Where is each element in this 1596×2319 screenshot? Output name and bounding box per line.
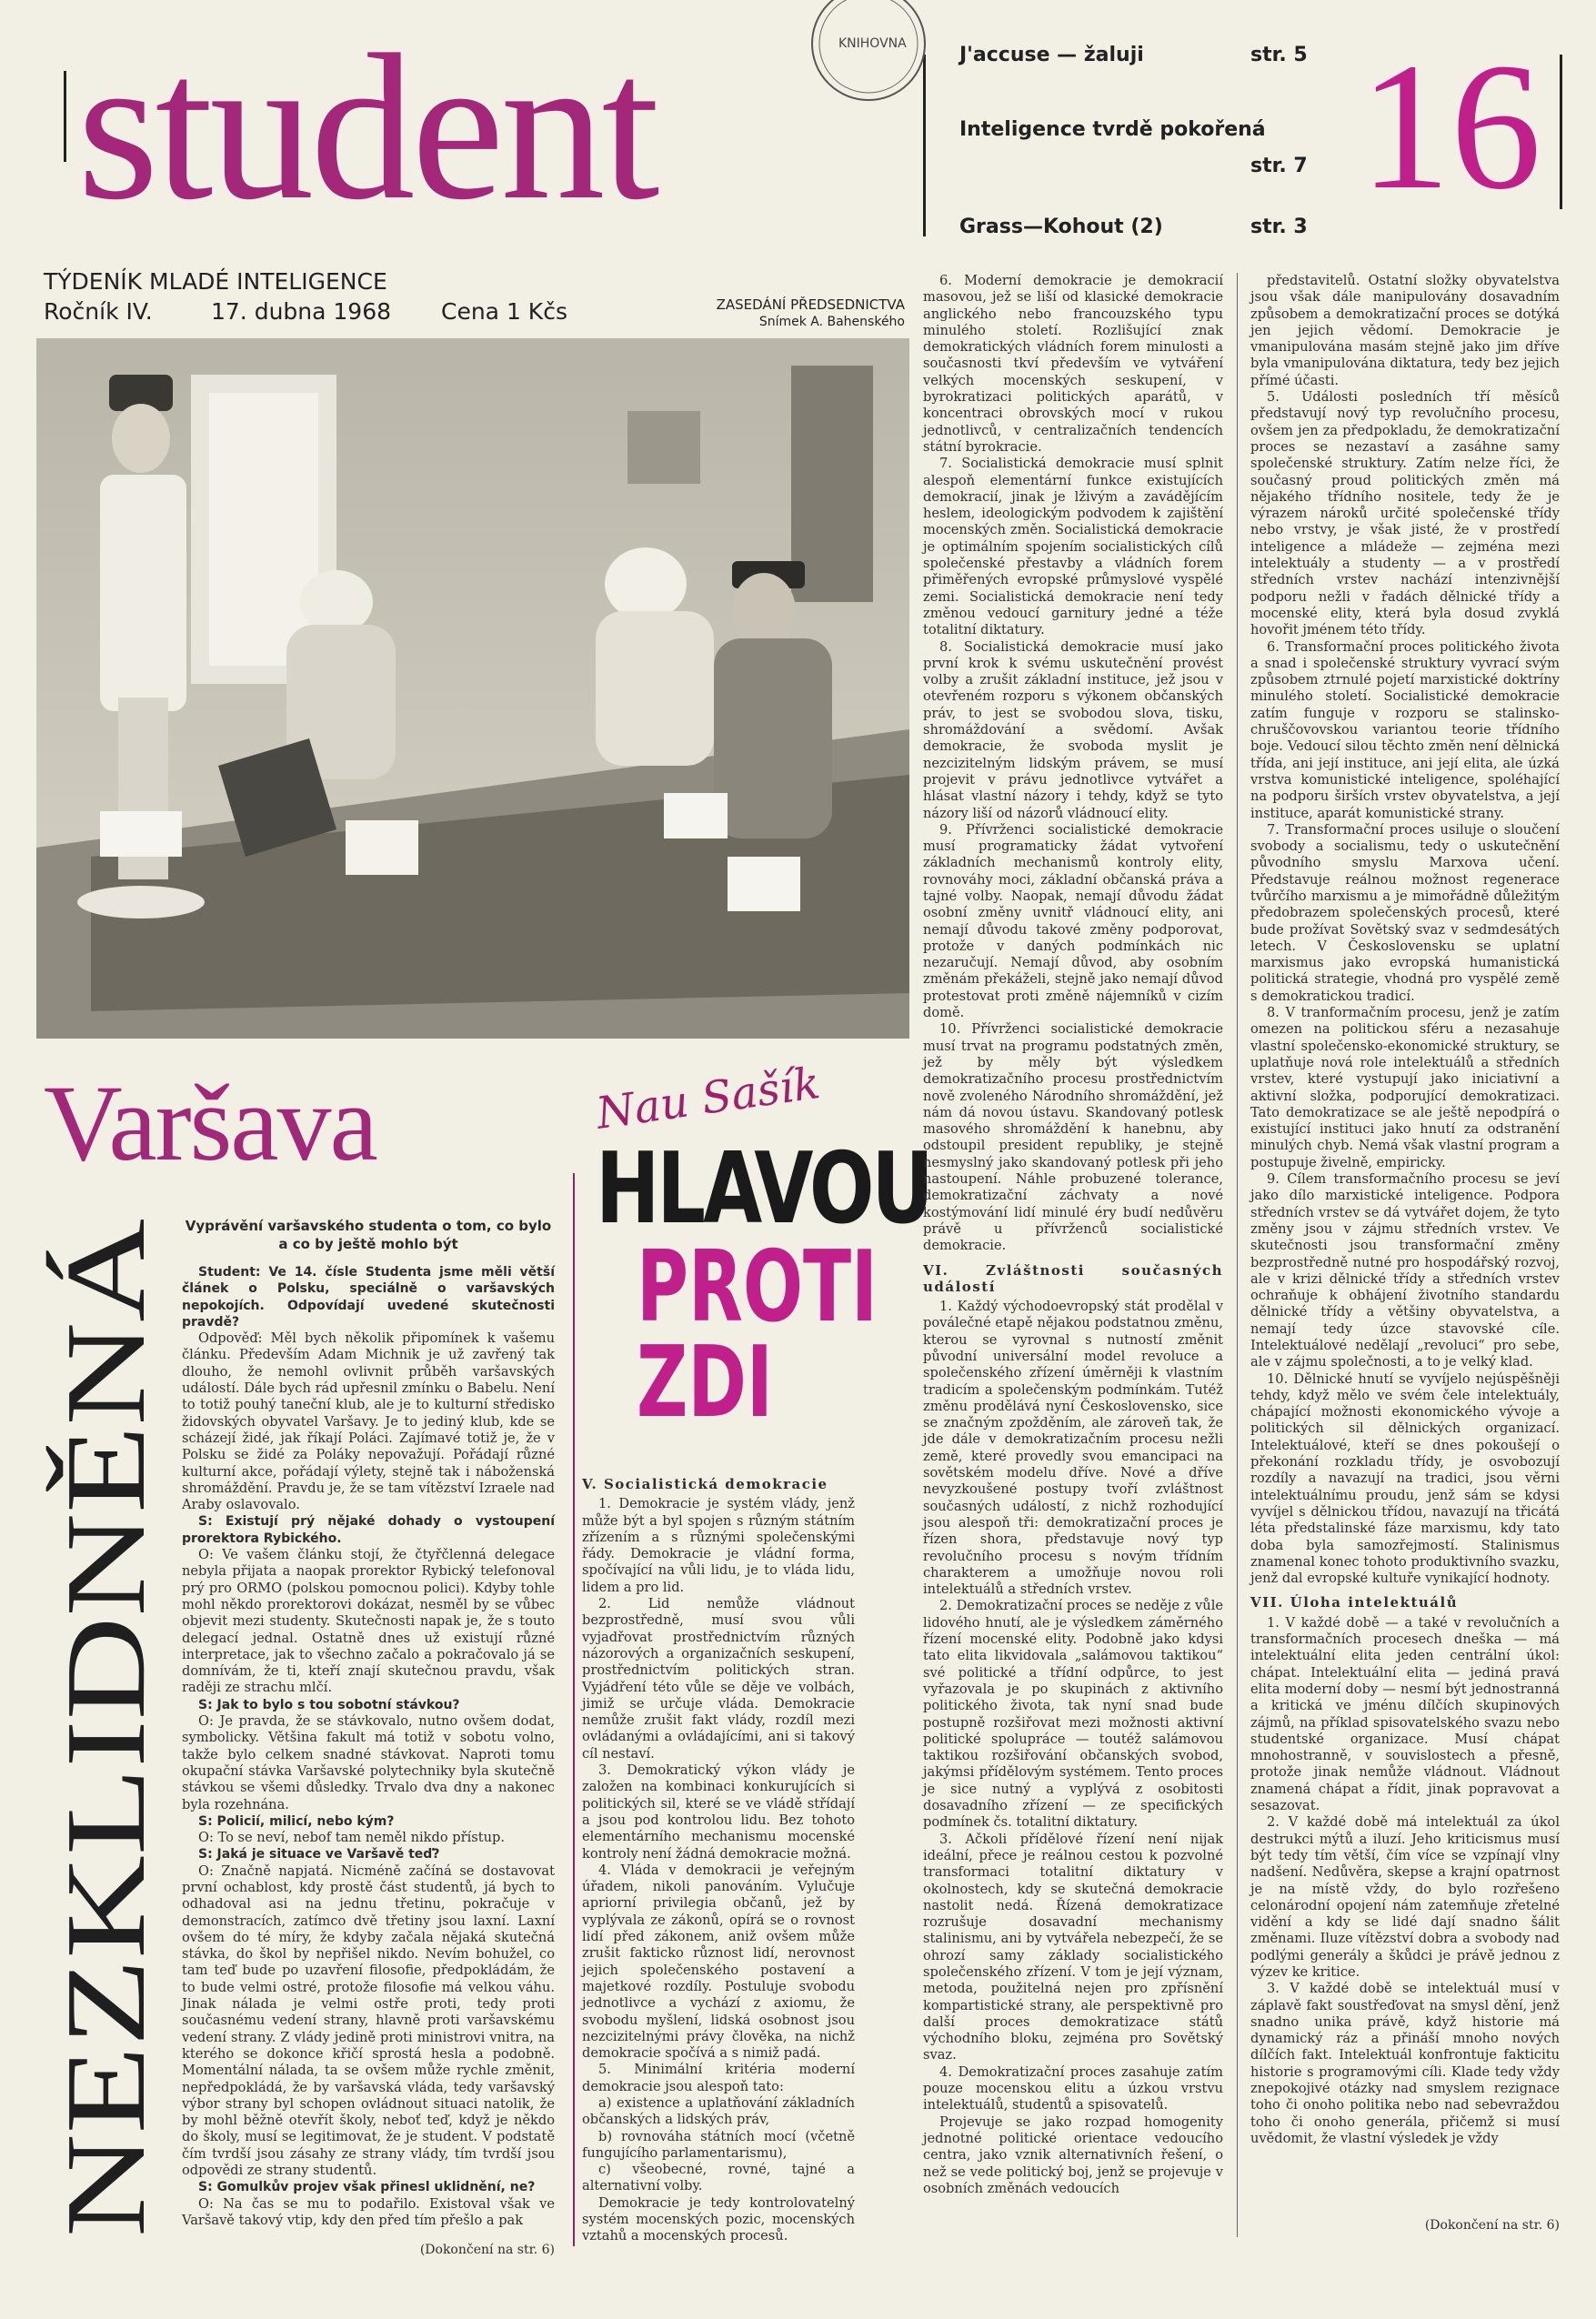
paragraph: představitelů. Ostatní složky obyvatelstva jsou však dále manipulovány dosavadním způsobem a demokratizační proces se dotýká jen jejich vědomí. Demokracie je vmanipulována masám stejně jako jim dříve byla vmanipulována diktatura, tedy bez jejich přímé účasti. <box>1250 273 1560 388</box>
handwritten-signature: Nau Sašík <box>593 1058 824 1139</box>
hlavou-headline-line1: HLAVOU <box>596 1132 931 1246</box>
contents-page: str. 7 <box>1250 155 1308 177</box>
democracy-column-left <box>582 1469 855 2244</box>
warsaw-intro: Vyprávění varšavského studenta o tom, co bylo a co by ještě mohlo být <box>185 1218 552 1252</box>
contents-item[interactable] <box>959 216 1350 243</box>
paragraph: 1. Každý východoevropský stát prodělal v poválečné etapě nějakou podstatnou změnu, kterou se vyrovnal s nutností změnit původní universální model revoluce a společenského zřízení úměrněji k vlastním tradicím a společenským podmínkám. Tutéž změnu prodělává nyní Československo, sice se značným zpožděním, ale zároveň tak, že jde dále v demokratizačním procesu nežli země, které provedly svou emancipaci na sovětském modelu dříve. Nové a dříve nevyzkoušené postupy tvoří zvláštnost současných událostí, z nichž rozhodující jsou alespoň tři: demokratizační proces je řízen shora, představuje nový typ revolučního procesu s novým třídním charakterem a umožňuje novou roli intelektuálů a středních vrstev. <box>923 1299 1223 1598</box>
contents-item[interactable] <box>959 155 1350 182</box>
paragraph: 4. Vláda v demokracii je veřejným úřadem, nikoli panováním. Vylučuje apriorní privilegia občanů, jež by vyplývala ze zákonů, opírá se o rovnost lidí před zákonem, aniž ovšem může zrušit fakticko různost lidí, nerovnost jejich společenského postavení a majetkové rozdíly. Postuluje svobodu jednotlivce a vychází z axiomu, že svobodu myšlení, lidská osobnost jsou nezcizitelnými právy člověka, na nichž demokracie spočívá a s nimiž padá. <box>582 1862 855 2062</box>
photo-caption-title: ZASEDÁNÍ PŘEDSEDNICTVA <box>716 296 905 313</box>
interview-question: S: Jak to bylo s tou sobotní stávkou? <box>198 1697 460 1712</box>
paragraph: 8. V tranformačním procesu, jenž je zatím omezen na politickou sféru a nezasahuje vlastní společensko-ekonomické struktury, se uplatňuje nová role intelektuálů a středních vrstev, které vystupují jako iniciativní a aktivní složka, podporující demokratizaci. Tato demokratizace se ale ještě nepodpírá o existující instituci jako hnutí za odstranění minulých chyb. Nemá však vlastní program a postupuje živelně, empiricky. <box>1250 1005 1560 1170</box>
paragraph: 6. Moderní demokracie je demokracií masovou, jež se liší od klasické demokracie anglického nebo francouzského typu minulého století. Rozlišující znak demokratických vládních forem minulosti a současnosti tkví především ve vytváření velkých mocenských seskupení, v byrokratizaci politických aparátů, v koncentraci obrovských mocí v rukou jednotlivců, v centralizačních tendencích státní byrokracie. <box>923 273 1223 455</box>
warsaw-article-body <box>182 1264 555 2246</box>
paragraph: 5. Minimální kritéria moderní demokracie jsou alespoň tato: <box>582 2062 855 2094</box>
paragraph: 2. Lid nemůže vládnout bezprostředně, musí svou vůli vyjadřovat prostřednictvím různých názorových a organizačních seskupení, prostřednictvím politických stran. Vyjádření této vůle se děje ve volbách, jimiž se určuje vláda. Demokracie nemůže zrušit fakt vlády, rozdíl mezi ovládanými a ovládajícími, ani si takový cíl nestaví. <box>582 1596 855 1762</box>
masthead-volume: Ročník IV. <box>44 298 153 325</box>
hlavou-headline-line2: PROTI <box>637 1230 878 1344</box>
warsaw-headline: Varšava <box>44 1062 376 1183</box>
issue-right-rule <box>1560 55 1562 209</box>
paragraph: c) všeobecné, rovné, tajné a alternativní volby. <box>582 2162 855 2194</box>
paragraph: 5. Události posledních tří měsíců představují nový typ revolučního procesu, ovšem jen za předpokladu, že demokratizační proces se nezastaví a zasáhne samy společenské struktury. Zatím nelze říci, že současný proud politických změn má nějakého třídního nositele, tedy že je výrazem nároků určité společenské třídy nebo vrstvy, je však jisté, že v prostředí inteligence a mládeže — zejména mezi intelektuály a studenty — a v prostředí středních vrstev nachází intenzivnější podporu nežli v řadách dělnické třídy a mocenské elity, která byla dosud zvyklá hovořit jménem této třídy. <box>1250 389 1560 638</box>
democracy-continued: (Dokončení na str. 6) <box>1424 2218 1560 2233</box>
paragraph: 3. V každé době se intelektuál musí v záplavě fakt soustřeďovat na smysl dění, jenž snadno unika právě, když historie má dynamický ráz a přináší mnoho nových dílčích fakt. Intelektuál konfrontuje fakticitu historie s programovými cíli. Klade tedy vždy znepokojivé otázky nad smyslem rezignace toho či onoho politika nebo nad sebevraždou toho či onoho generála, přičemž si musí uvědomit, že vlastní výsledek je vždy <box>1250 1981 1560 2146</box>
paragraph: O: Je pravda, že se stávkovalo, nutno ovšem dodat, symbolicky. Většina fakult má totiž v sobotu volno, takže bylo celkem snadné stávkovat. Naproti tomu okupační stávka Varšavské polytechniky byla skutečně stávkou se všemi důsledky. Trvalo dva dny a nakonec byla rozehnána. <box>182 1713 555 1812</box>
section-heading: V. Socialistická demokracie <box>582 1476 828 1492</box>
section-heading: VI. Zvláštnosti současných událostí <box>923 1261 1223 1295</box>
issue-number: 16 <box>1360 26 1541 227</box>
paragraph: O: Značně napjatá. Nicméně začíná se dostavovat první ochablost, kdy prostě část studentů, já bych to odhadoval asi na jednu třetinu, pokračuje v demonstracích, zatímco dvě třetiny jsou laxní. Laxní ovšem do té míry, že kdyby začala nějaká skutečná stávka, do škol by nepřišel nikdo. Nevím bohužel, co tam teď bude po uzavření filosofie, předpokládám, že to bude velmi ostré, protože filosofie má velkou váhu. Jinak nálada je velmi ostře proti, tedy proti současnému vedení strany, hlavně proti varšavskému vedení strany. Z vlády jedině proti ministrovi vnitra, na kterého se dokonce křičí sprostá hesla a podobně. Momentální nálada, ta se ovšem může rychle změnit, nepředpokládá, že by varšavská vláda, tedy varšavský výbor strany byl schopen ovládnout situaci natolik, že by mohl běžně otevřít školy, neboť teď, když je někdo do školy, musí se legitimovat, že je student. V podstatě čím tvrdší jsou zásahy ze strany vlády, tím tvrdší jsou odpovědi ze strany studentů. <box>182 1862 555 2179</box>
paragraph: 9. Cílem transformačního procesu se jeví jako dílo marxistické inteligence. Podpora středních vrstev se dá vytvářet dojem, že tyto změny jsou v zájmu středních vrstev. Ve skutečnosti jsou transformační změny bezprostředně nutné pro hospodářský rozvoj, ale v krizi dělnické třídy a středních vrstev ochraňuje k obhájení životního standardu dělnické třídy a většiny obyvatelstva, a nemají tedy úzce stavovské cíle. Intelektuálové nedělají „revoluci“ pro sebe, ale v zájmu společnosti, a to je velký klad. <box>1250 1171 1560 1370</box>
front-page-photo <box>36 338 909 1039</box>
paragraph: Demokracie je tedy kontrolovatelný systém mocenských pozic, mocenských vztahů a mocenských procesů. <box>582 2194 855 2244</box>
paragraph: b) rovnováha státních mocí (včetně fungujícího parlamentarismu), <box>582 2128 855 2161</box>
paragraph: Odpověď: Měl bych několik připomínek k vašemu článku. Především Adam Michnik je už zavřený tak dlouho, že nemohl ovlivnit průběh varšavských událostí. Dále bych rád upřesnil zmínku o Babelu. Není to totiž pouhý taneční klub, ale je to kulturní středisko židovských obyvatel Varšavy. Je to jediný klub, kde se scházejí židé, jak říkají Poláci. Zajímavé totiž je, že v Polsku se židé za Poláky nepovažují. Pořádají různé kulturní akce, pořádají výlety, stejně tak i náboženská shromáždění. Pravdu je, že se tam vítězství Izraele nad Araby oslavovalo. <box>182 1330 555 1513</box>
warsaw-continued: (Dokončení na str. 6) <box>419 2243 555 2257</box>
paragraph: 6. Transformační proces politického života a snad i společenské struktury vyvrací svým způsobem ztrnulé pojetí marxistické doktríny minulého století. Socialistické demokracie zatím funguje v rozporu se stalinsko-chruščovovskou variantou teorie třídního boje. Vedoucí silou těchto změn není dělnická třída, ani její instituce, ani její elita, ale úzká vrstva komunistické inteligence, spoléhající na podporu širších vrstev obyvatelstva, a její instituce, aparát komunistické strany. <box>1250 638 1560 821</box>
interview-question: S: Policií, milicí, nebo kým? <box>198 1813 395 1829</box>
contents-title: Grass—Kohout (2) <box>959 216 1163 238</box>
masthead-subtitle: TÝDENÍK MLADÉ INTELIGENCE <box>44 268 387 295</box>
democracy-column-middle <box>923 273 1223 2246</box>
paragraph: 1. V každé době — a také v revolučních a transformačních procesech dneška — má intelektuální elita jeden centrální úkol: chápat. Intelektuální elita — jediná pravá elita moderní doby — nesmí být jednostranná a kritická ve jménu dílčích skupinových zájmů, na příklad spisovatelského svazu nebo studentské organizace. Musí chápat mnohostranně, v souvislostech a přesně, protože jinak nemůže vládnout. Vládnout znamená chápat a řídit, jinak popravovat a sesazovat. <box>1250 1614 1560 1814</box>
library-stamp <box>800 0 937 136</box>
paragraph: O: To se neví, nebof tam neměl nikdo přístup. <box>198 1830 505 1846</box>
interview-question: Student: Ve 14. čísle Studenta jsme měli větší článek o Polsku, speciálně o varšavských nepokojích. Odpovídají uvedené skutečnosti pravdě? <box>182 1265 555 1330</box>
divider-left <box>573 1173 575 2246</box>
vertical-headline-text: NEZKLIDNĚNÁ <box>44 1429 169 2237</box>
paragraph: a) existence a uplatňování základních občanských a lidských práv, <box>582 2094 855 2128</box>
paragraph: 3. Ačkoli přídělové řízení není nijak ideální, přece je reálnou cestou k pozvolné transformaci totalitní diktatury v okolnostech, kdy se skutečná demokracie nastolit nedá. Řízená demokratizace rozrušuje dosavadní mechanismy stalinismu, ani by vytvářela nebezpečí, že se ohrozí samy základy socialistického společenského zřízení. V tom je její význam, metoda, použitelná nejen pro zpřísnění kompartistické strany, ale perspektivně pro další proces demokratizace států východního bloku, zejména pro Sovětský svaz. <box>923 1831 1223 2063</box>
masthead-price: Cena 1 Kčs <box>441 298 567 325</box>
paragraph: O: Ve vašem článku stojí, že čtyřčlenná delegace nebyla přijata a naopak prorektor Rybický telefonoval prý pro ORMO (polskou pomocnou polici). Kdyby tohle mohl někdo prorektorovi dokázat, nesměl by se vůbec objevit mezi studenty. Skutečnosti napak je, že s touto delegací jednal. Ostatně dnes už existují různé interpretace, jak to všechno začalo a pokračovalo já se domnívám, že ti, kteří znají skutečnou pravdu, však raději ze strachu mlčí. <box>182 1547 555 1696</box>
column-divider <box>1237 273 1238 2237</box>
contents-page: str. 3 <box>1250 216 1308 238</box>
masthead-date: 17. dubna 1968 <box>211 298 392 325</box>
paragraph: 8. Socialistická demokracie musí jako první krok k svému uskutečnění provést volby a zrušit základní instituce, jež jsou v otevřeném rozporu s výkonem občanských práv, to jest se svobodou slova, tisku, shromáždování a svědomí. Avšak demokracie, že svoboda myslit je nezcizitelným lidským právem, se musí projevit v právu jednotlivce vytvářet a hlásat vlastní názory i tehdy, když se tyto názory liší od názorů vládnoucí elity. <box>923 638 1223 821</box>
paragraph: Projevuje se jako rozpad homogenity jednotné politické orientace vedoucího centra, jako vznik alternativních řešení, o než se vede politický boj, jenž se projevuje v osobních změnách vedoucích <box>923 2113 1223 2196</box>
masthead-left-rule <box>64 71 66 162</box>
contents-title: J'accuse — žaluji <box>959 44 1144 66</box>
paragraph: 7. Transformační proces usiluje o sloučení svobody a socialismu, tedy o uskutečnění původního smyslu Marxova učení. Představuje reálnou možnost regenerace tvůrčího marxismu a je mimořádně důležitým předobrazem společenských procesů, které bude prožívat Sovětský svaz v sedmdesátých letech. V Československu se uplatní marxismus jako evropská humanistická politická strategie, vhodná pro vyspělé země s demokratickou tradicí. <box>1250 821 1560 1004</box>
stamp-text: KNIHOVNA <box>838 36 907 51</box>
paragraph: 4. Demokratizační proces zasahuje zatím pouze mocenskou elitu a úzkou vrstvu intelektuálů, studentů a spisovatelů. <box>923 2063 1223 2113</box>
masthead-title: student <box>77 11 657 243</box>
paragraph: O: Na čas se mu to podařilo. Existoval však ve Varšavě takový vtip, kdy den před tím přešlo a pak <box>182 2195 555 2228</box>
paragraph: 3. Demokratický výkon vlády je založen na kombinaci konkurujících si politických sil, které se ve vládě střídají a jsou pod kontrolou lidu. Bez tohoto elementárního mechanismu mocenské kontroly není žádná demokracie možná. <box>582 1762 855 1862</box>
interview-question: S: Jaká je situace ve Varšavě teď? <box>198 1847 440 1862</box>
paragraph: 7. Socialistická demokracie musí splnit alespoň elementární funkce existujících demokracií, jinak je lživým a zavádějícím heslem, ideologickým podvodem k zajištění mocenských změn. Socialistická demokracie je optimálním spojením socialistických cílů společenské přestavby a vládních forem přiměřených evropské průmyslové vyspělé zemi. Socialistická demokracie není tedy změnou vedoucí garnitury jedné a téže totalitní diktatury. <box>923 456 1223 638</box>
paragraph: 9. Přívrženci socialistické demokracie musí programaticky žádat vytvoření základních mechanismů kontroly elity, rovnováhy moci, základní občanská práva a tajné volby. Naopak, nemají důvodu žádat osobní změny uvnitř vládnoucí elity, ani nemají důvodu takové změny podporovat, protože v daných podmínkách nic nezaručují. Nemají důvod, aby osobním změnám překáželi, stejně jako nemají důvod protestovat proti změně nájemníků v cizím domě. <box>923 821 1223 1021</box>
section-heading: VII. Úloha intelektuálů <box>1250 1594 1459 1611</box>
contents-title: Inteligence tvrdě pokořená <box>959 118 1266 141</box>
photo-caption-credit: Snímek A. Bahenského <box>758 315 905 329</box>
photo-scene <box>36 338 909 1039</box>
interview-question: S: Existují prý nějaké dohady o vystoupení prorektora Rybického. <box>182 1514 555 1546</box>
warsaw-vertical-headline <box>36 1210 169 2255</box>
paragraph: 1. Demokracie je systém vlády, jenž může být a byl spojen s různým státním zřízením a s různými společenskými řády. Demokracie je vládní forma, spočívající na vůli lidu, je to vláda lidu, lidem a pro lid. <box>582 1496 855 1595</box>
democracy-column-right <box>1250 273 1560 2219</box>
contents-item[interactable] <box>959 44 1350 71</box>
paragraph: 2. V každé době má intelektuál za úkol destrukci mýtů a iluzí. Jeho kriticismus musí být tedy tím větší, čím více se vzpínají vlny nadšení. Nedůvěra, skepse a krajní opatrnost je na místě vždy, do bylo rozřešeno celonárodní opojení nám zatemňuje zřetelné vidění a kdy se lidé dají snadno šálit změnami. Iluze vítězství dobra a svobody nad podlými generály a škůdci je právě jednou z výzev ke kritice. <box>1250 1814 1560 1980</box>
paragraph: 10. Přívrženci socialistické demokracie musí trvat na programu podstatných změn, jež by měly být výsledkem demokratizačního procesu prostřednictvím nově zvoleného Národního shromáždění, jež nám dá novou ústavu. Skandovaný potlesk masového shromáždění k hanebnu, aby odstoupil president republiky, je stejně nesmyslný jako skandovaný potlesk při jeho nastoupení. Náhle probuzené tolerance, demokratizační záchvaty a nové kostýmování lidí minulé éry budí nedůvěru právě u přívrženců socialistické demokracie. <box>923 1021 1223 1254</box>
contents-page: str. 5 <box>1250 44 1308 66</box>
hlavou-headline-line3: ZDI <box>637 1326 773 1440</box>
paragraph: 2. Demokratizační proces se neděje z vůle lidového hnutí, ale je výsledkem záměrného řízení mocenské elity. Podobně jako kdysi tato elita likvidovala „salámovou taktikou“ své politické a třídní odpůrce, to jest vyřazovala je po skupinách z aktivního politického života, tak nyní snad bude postupně rozšiřovat mezi možnosti aktivní politické spolupráce — toutéž salámovou taktikou rozšiřování občanských svobod, jakýmsi přídělovým systémem. Tento proces je sice nutný a vyplývá z osobitosti dosavadního zřízení — ze specifických podmínek čs. totalitní diktatury. <box>923 1598 1223 1831</box>
contents-item[interactable] <box>959 118 1350 146</box>
paragraph: 10. Dělnické hnutí se vyvíjelo nejúspěšněji tehdy, když mělo ve svém čele intelektuály, chápající možnosti ekonomického vývoje a politických sil dělnických organizací. Intelektuálové, kteří se dnes pokoušejí o překonání rozkladu třídy, je osvobozují rozdíly a navazují na tradici, jsou věrni intelektuálnímu proudu, jenž sám se kdysi vyvíjel s dělnickou třídou, navazují na třicátá léta předstalinské fáze marxismu, kdy tato doba byla samozřejmostí. Stalinismus znamenal konec tohoto produktivního svazku, jenž dal evropské kultuře vynikající hodnoty. <box>1250 1370 1560 1587</box>
interview-question: S: Gomulkův projev však přinesl uklidnění, ne? <box>198 2180 536 2195</box>
